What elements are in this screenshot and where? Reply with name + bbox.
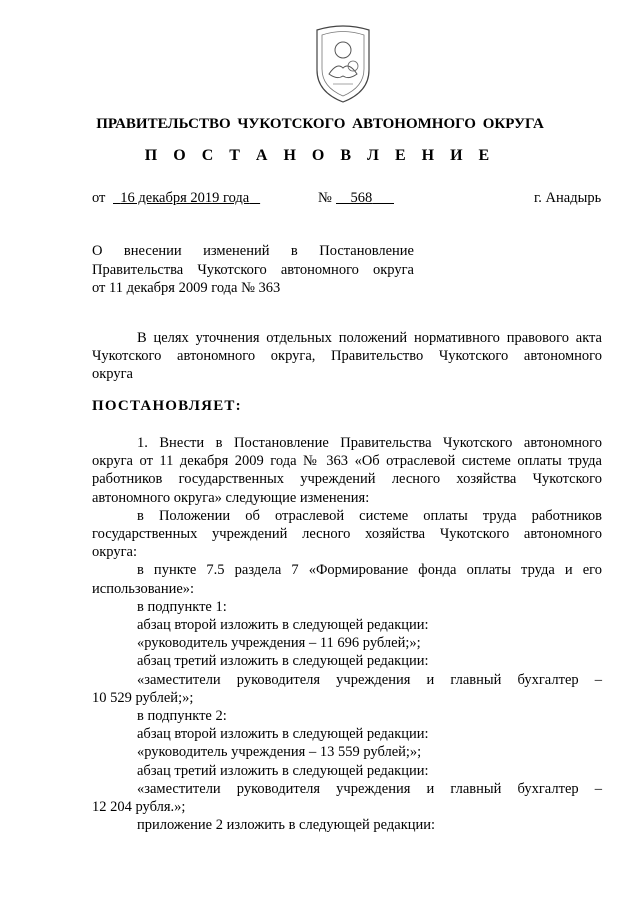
preamble-line-3: округа <box>92 366 133 383</box>
body-line: абзац третий изложить в следующей редакции: <box>137 762 429 779</box>
resolution-body <box>92 434 602 834</box>
body-line: в Положении об отраслевой системе оплаты труда работников <box>137 507 602 524</box>
body-line: «руководитель учреждения – 11 696 рублей;»; <box>137 635 421 652</box>
number-prefix: № <box>318 190 332 206</box>
body-line: автономного округа» следующие изменения: <box>92 489 370 506</box>
subject-line-2: Правительства Чукотского автономного округа <box>92 261 414 278</box>
body-line: использование»: <box>92 580 195 597</box>
coat-of-arms-emblem <box>311 22 375 104</box>
body-line: абзац второй изложить в следующей редакции: <box>137 726 429 743</box>
body-line: приложение 2 изложить в следующей редакции: <box>137 817 436 834</box>
body-line: в подпункте 2: <box>137 708 227 725</box>
body-line: абзац третий изложить в следующей редакции: <box>137 653 429 670</box>
document-type: П О С Т А Н О В Л Е Н И Е <box>144 147 496 164</box>
date-text: 16 декабря 2019 года <box>120 190 250 206</box>
government-title: ПРАВИТЕЛЬСТВО ЧУКОТСКОГО АВТОНОМНОГО ОКРУГА <box>96 116 544 132</box>
body-line: государственных учреждений лесного хозяйства Чукотского автономного <box>92 526 602 543</box>
body-line: в пункте 7.5 раздела 7 «Формирование фонда оплаты труда и его <box>137 562 602 579</box>
body-line: «заместители руководителя учреждения и главный бухгалтер – <box>137 780 602 797</box>
subject-line-1: О внесении изменений в Постановление <box>92 243 414 259</box>
preamble-line-2: Чукотского автономного округа, Правительство Чукотского автономного <box>92 348 602 365</box>
date-prefix: от <box>92 190 106 206</box>
resolves-heading: ПОСТАНОВЛЯЕТ: <box>92 398 242 414</box>
subject-line-3: от 11 декабря 2009 года № 363 <box>92 280 281 296</box>
city: г. Анадырь <box>534 190 602 206</box>
body-line: абзац второй изложить в следующей редакции: <box>137 617 429 634</box>
date-value <box>113 190 273 207</box>
preamble <box>92 329 602 384</box>
body-line: «заместители руководителя учреждения и главный бухгалтер – <box>137 671 602 688</box>
body-line: округа: <box>92 544 138 561</box>
body-line: 1. Внести в Постановление Правительства Чукотского автономного <box>137 435 602 451</box>
body-line: в подпункте 1: <box>137 598 227 615</box>
body-line: округа от 11 декабря 2009 года № 363 «Об отраслевой системе оплаты труда <box>92 453 602 470</box>
body-line: 12 204 рубля.»; <box>92 799 186 816</box>
document-subject <box>92 242 414 298</box>
preamble-line-1: В целях уточнения отдельных положений нормативного правового акта <box>137 330 602 346</box>
number-text: 568 <box>350 190 373 206</box>
body-line: 10 529 рублей;»; <box>92 689 194 706</box>
body-line: работников государственных учреждений лесного хозяйства Чукотского <box>92 471 602 488</box>
number-value <box>336 190 402 207</box>
body-line: «руководитель учреждения – 13 559 рублей;»; <box>137 744 422 761</box>
